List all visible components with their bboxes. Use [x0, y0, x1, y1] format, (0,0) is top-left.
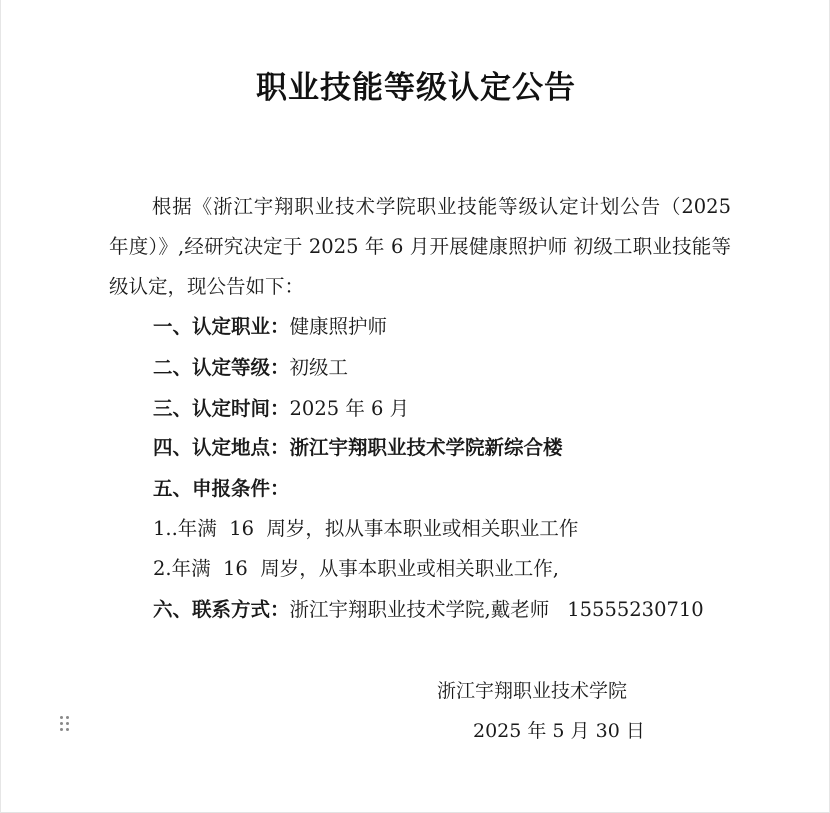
intro-text: 根据《浙江宇翔职业技术学院职业技能等级认定计划公告（2025 年度）》,经研究决定于 2025 年 6 月开展健康照护师 初级工职业技能等级认定，现公告如下： [109, 195, 731, 298]
condition-text: 2.年满 16 周岁，从事本职业或相关职业工作, [153, 557, 559, 580]
intro-paragraph [109, 187, 731, 307]
item-value: 2025 年 6 月 [289, 397, 410, 420]
item-label: 一、认定职业： [153, 315, 290, 338]
item-label: 三、认定时间： [153, 397, 290, 420]
item-value: 浙江宇翔职业技术学院,戴老师 [289, 598, 550, 621]
condition-text: 1..年满 16 周岁，拟从事本职业或相关职业工作 [153, 517, 579, 540]
drag-handle-icon[interactable] [60, 716, 72, 734]
item-occupation [153, 313, 387, 341]
condition-1 [153, 515, 578, 543]
item-level [153, 354, 348, 382]
item-contact [153, 596, 704, 624]
item-label: 二、认定等级： [153, 356, 290, 379]
item-label: 五、申报条件： [153, 477, 290, 500]
condition-2 [153, 555, 559, 583]
item-label: 六、联系方式： [153, 598, 290, 621]
item-time [153, 395, 409, 423]
signature-organization: 浙江宇翔职业技术学院 [437, 680, 628, 702]
item-value: 初级工 [289, 356, 349, 379]
contact-phone: 15555230710 [567, 598, 704, 621]
signature-date: 2025 年 5 月 30 日 [473, 720, 645, 742]
item-value: 健康照护师 [289, 315, 388, 338]
item-conditions [153, 475, 290, 503]
item-label: 四、认定地点： [153, 436, 290, 459]
item-value: 浙江宇翔职业技术学院新综合楼 [289, 436, 563, 459]
item-location [153, 434, 563, 462]
page-title: 职业技能等级认定公告 [256, 70, 576, 106]
